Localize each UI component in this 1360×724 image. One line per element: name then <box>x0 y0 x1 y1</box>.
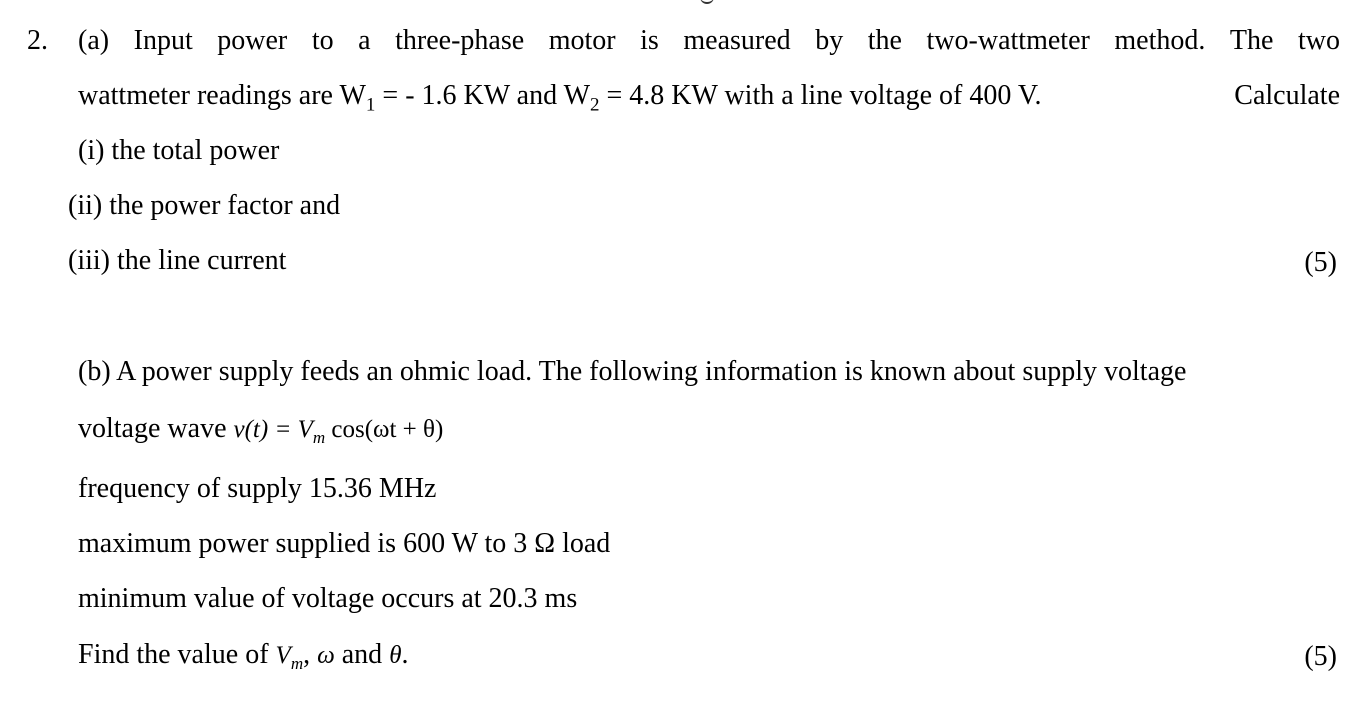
part-a-word: a <box>358 25 371 56</box>
part-a-word: is <box>640 25 659 56</box>
part-a-word: two <box>1298 25 1340 56</box>
part-a-label: (a) <box>78 25 110 56</box>
part-b-intro: (b) A power supply feeds an ohmic load. The following information is known about supply voltage <box>78 356 1187 387</box>
var-vm: $V_m$ <box>275 642 304 673</box>
part-a-word: Input <box>133 25 193 56</box>
part-a-word: measured <box>683 25 791 56</box>
part-a-item-ii: (ii) the power factor and <box>68 190 341 221</box>
part-a-word: the <box>867 25 902 56</box>
part-b-voltage-wave <box>78 412 443 447</box>
part-a-first-line <box>78 24 1340 58</box>
part-a-word: by <box>815 25 844 56</box>
part-a-word: power <box>217 25 288 56</box>
part-a-word: three-phase <box>395 25 525 56</box>
voltage-wave-label: voltage wave <box>78 413 227 444</box>
part-a-word: two-wattmeter <box>926 25 1090 56</box>
page-top-artifact <box>700 0 714 4</box>
wattmeter-readings-text: wattmeter readings are $W_1$ = - 1.6 KW and $W_2 = 4.8$ KW with a line voltage of 400 V. <box>78 80 1042 116</box>
calculate-word: Calculate <box>1234 80 1340 111</box>
part-b-max-power: maximum power supplied is 600 W to 3 Ω load <box>78 528 611 559</box>
part-a-item-iii: (iii) the line current <box>68 245 287 276</box>
voltage-formula: $v(t) = V_m$ cos(ωt + θ) <box>233 416 444 447</box>
question-number: 2. <box>27 25 48 56</box>
part-b-min-voltage: minimum value of voltage occurs at 20.3 ms <box>78 583 578 614</box>
part-a-word: motor <box>548 25 616 56</box>
var-theta: θ <box>389 642 402 669</box>
find-value-text: Find the value of <box>78 639 269 670</box>
part-b-marks: (5) <box>1304 641 1337 672</box>
part-b-find-values: Find the value of $V_m$, ω and θ. <box>78 639 409 673</box>
part-a-second-line <box>78 79 1340 116</box>
part-b-frequency: frequency of supply 15.36 MHz <box>78 473 437 504</box>
part-a-item-i: (i) the total power <box>78 135 280 166</box>
var-omega: ω <box>317 642 335 669</box>
part-a-word: The <box>1229 25 1274 56</box>
part-a-marks: (5) <box>1304 247 1337 278</box>
part-a-word: method. <box>1114 25 1206 56</box>
part-a-word: to <box>311 25 334 56</box>
